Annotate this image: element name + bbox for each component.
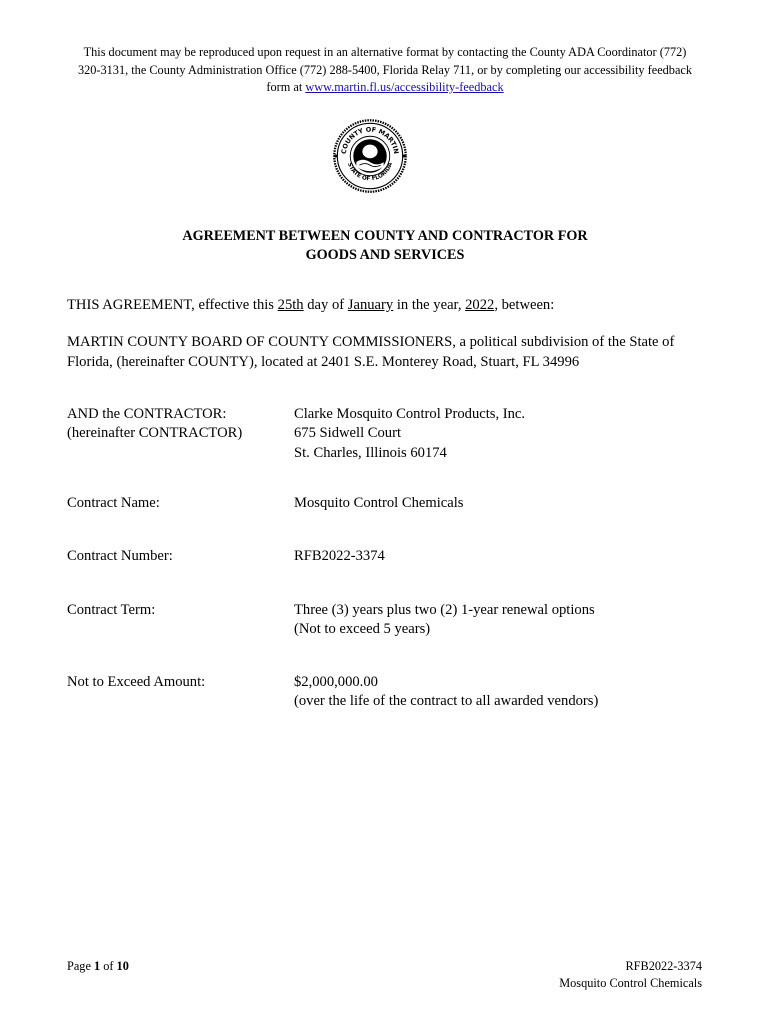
page-total: 10 bbox=[116, 959, 129, 973]
contractor-address-2: St. Charles, Illinois 60174 bbox=[294, 444, 447, 461]
effective-mid1: day of bbox=[303, 297, 348, 313]
accessibility-feedback-link[interactable]: www.martin.fl.us/accessibility-feedback bbox=[305, 80, 504, 94]
page-prefix: Page bbox=[67, 959, 94, 973]
page-number bbox=[67, 958, 129, 975]
notice-line-1: This document may be reproduced upon request in an alternative format by contacting the County ADA Coordinator (772) bbox=[83, 45, 687, 59]
county-paragraph bbox=[67, 333, 707, 372]
accessibility-notice bbox=[60, 44, 710, 97]
footer-ref-name: Mosquito Control Chemicals bbox=[559, 976, 702, 990]
contractor-label-line-2: (hereinafter CONTRACTOR) bbox=[67, 425, 243, 442]
contractor-address-1: 675 Sidwell Court bbox=[294, 425, 402, 442]
footer-reference bbox=[559, 958, 702, 992]
effective-year: 2022 bbox=[465, 297, 495, 313]
contract-name-value: Mosquito Control Chemicals bbox=[294, 495, 464, 511]
contractor-label-line-1: AND the CONTRACTOR: bbox=[67, 406, 227, 422]
contract-name-label: Contract Name: bbox=[67, 495, 160, 511]
county-seal-logo bbox=[332, 118, 408, 194]
county-line-1: MARTIN COUNTY BOARD OF COUNTY COMMISSIONERS, a political subdivision of the State of bbox=[67, 334, 675, 350]
effective-day: 25th bbox=[277, 297, 304, 313]
contractor-name: Clarke Mosquito Control Products, Inc. bbox=[294, 406, 526, 422]
title-line-1: AGREEMENT BETWEEN COUNTY AND CONTRACTOR FOR bbox=[182, 228, 588, 244]
effective-suffix: , between: bbox=[494, 297, 555, 313]
amount-value-2: (over the life of the contract to all awarded vendors) bbox=[294, 693, 599, 710]
contract-term-value bbox=[294, 601, 714, 640]
county-line-2: Florida, (hereinafter COUNTY), located at 2401 S.E. Monterey Road, Stuart, FL 34996 bbox=[67, 353, 580, 370]
notice-line-3 bbox=[60, 79, 710, 97]
page-of: of bbox=[100, 959, 117, 973]
agreement-title bbox=[60, 227, 710, 265]
amount-value bbox=[294, 673, 714, 712]
notice-line-2: 320-3131, the County Administration Office (772) 288-5400, Florida Relay 711, or by completing our accessibility feedback bbox=[77, 62, 693, 77]
contractor-label bbox=[67, 405, 287, 444]
footer-ref-number: RFB2022-3374 bbox=[625, 959, 702, 973]
notice-form-prefix: form at bbox=[266, 80, 306, 94]
amount-label: Not to Exceed Amount: bbox=[67, 674, 206, 690]
amount-value-1: $2,000,000.00 bbox=[294, 674, 378, 690]
contract-term-value-2: (Not to exceed 5 years) bbox=[294, 621, 431, 638]
effective-mid2: in the year, bbox=[393, 297, 466, 313]
effective-month: January bbox=[347, 297, 394, 313]
title-line-2: GOODS AND SERVICES bbox=[305, 247, 465, 263]
effective-prefix: THIS AGREEMENT, effective this bbox=[67, 297, 278, 313]
seal-bottom-text: STATE OF FLORIDA bbox=[345, 161, 395, 183]
contract-term-label: Contract Term: bbox=[67, 602, 156, 618]
effective-date-paragraph bbox=[67, 296, 707, 316]
page-current: 1 bbox=[93, 959, 101, 973]
contractor-value bbox=[294, 405, 714, 463]
seal-top-text: COUNTY OF MARTIN bbox=[339, 125, 401, 155]
contract-number-value: RFB2022-3374 bbox=[294, 548, 385, 564]
contract-number-label: Contract Number: bbox=[67, 548, 173, 564]
contract-term-value-1: Three (3) years plus two (2) 1-year renewal options bbox=[294, 602, 595, 618]
